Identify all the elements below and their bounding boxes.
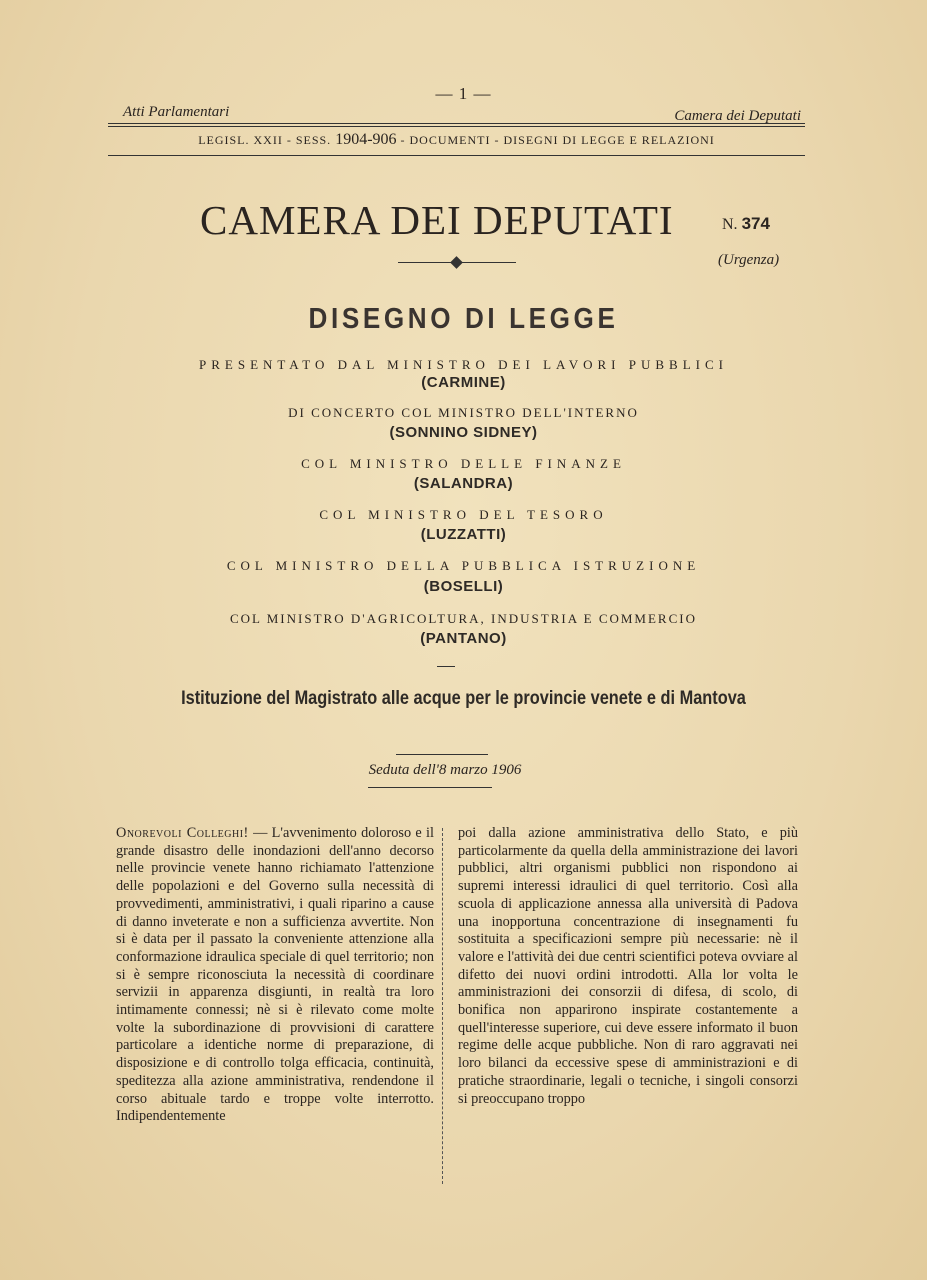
body-column-left [116, 825, 434, 1126]
presenter-name: (SONNINO SIDNEY) [389, 424, 538, 441]
bill-heading: DISEGNO DI LEGGE [308, 303, 619, 335]
left-column-text: — L'avvenimento doloroso e il grande disastro delle inondazioni dell'anno decorso nelle provincie venete hanno richiamato l'attenzione delle popolazioni e del Governo sulla necessità di provvedimenti, amministrativi, i quali riparino a cause di danno inveterate e non a sufficienza avvertite. Non si è data per il passato la conveniente attenzione alla conformazione idraulica speciale di quel territorio; non si è sempre riconosciuta la necessità di coordinare servizii in apparenza disgiunti, in realtà tra loro intimamente connessi; nè si è rilevato come molte volte la subordinazione di provvisioni di carattere particolare a identiche norme di preparazione, di disposizione e di controllo tolga efficacia, continuità, speditezza alla azione amministrativa, rendendone il corso abituale tardo e troppe volte interrotto. Indipendentemente [116, 825, 434, 1125]
presenter-name: (LUZZATTI) [420, 526, 507, 543]
subheader-pre: LEGISL. XXII - SESS. [198, 133, 332, 147]
presenter-role: PRESENTATO DAL MINISTRO DEI LAVORI PUBBLICI [199, 357, 728, 372]
right-column-text: poi dalla azione amministrativa dello Stato, e più particolarmente da quella della amministrazione dei lavori pubblici, altri organismi pubblici non rispondono ai supremi interessi idraulici di quel territorio. Così alla scuola di applicazione annessa alla università di Padova una inopportuna concentrazione di insegnamenti fu sostituita a specificazioni sempre più necessarie: nè il valore e l'attività dei due centri scientifici poteva ovviare al difetto dei nuovi ordini introdotti. Alla lor volta le amministrazioni dei consorzii di difesa, di scolo, di bonifica non apparirono inspirate costantemente a quell'interesse superiore, cui deve essere informato il buon regime delle acque pubbliche. Non di raro aggravati nei loro bilanci da eccessive spese di amministrazioni e di pratiche straordinarie, legali o tecniche, i singoli consorzi si preoccupano troppo [458, 825, 798, 1107]
number-value: 374 [741, 214, 770, 233]
presenter-name: (CARMINE) [421, 374, 506, 391]
bill-title: Istituzione del Magistrato alle acque per le provincie venete e di Mantova [181, 688, 746, 709]
presenter-name: (PANTANO) [420, 630, 507, 647]
salutation: Onorevoli Colleghi! [116, 825, 249, 841]
header-right: Camera dei Deputati [674, 108, 801, 124]
presenter-role: COL MINISTRO DELLA PUBBLICA ISTRUZIONE [226, 558, 701, 573]
presenter-name: (BOSELLI) [423, 578, 504, 595]
document-number [722, 214, 770, 234]
page-number: — 1 — [435, 84, 492, 103]
session-rule-bottom [368, 787, 492, 788]
presenter-role: COL MINISTRO DELLE FINANZE [301, 456, 626, 471]
subheader-years: 1904-906 [335, 131, 397, 148]
presenter-name: (SALANDRA) [413, 475, 514, 492]
presenter-role: COL MINISTRO D'AGRICOLTURA, INDUSTRIA E COMMERCIO [229, 611, 697, 626]
column-separator [442, 828, 443, 1184]
urgency-label: (Urgenza) [718, 252, 780, 268]
subheader [108, 131, 805, 149]
body-column-right [458, 825, 798, 1108]
presenter-role: DI CONCERTO COL MINISTRO DELL'INTERNO [288, 405, 639, 420]
session-rule-top [396, 754, 488, 755]
header-left: Atti Parlamentari [123, 104, 230, 120]
subheader-rule [108, 155, 805, 156]
chamber-title: CAMERA DEI DEPUTATI [200, 197, 674, 243]
presenter-role: COL MINISTRO DEL TESORO [319, 507, 608, 522]
header-rule-thin [108, 126, 805, 127]
separator-dash [437, 666, 455, 667]
subheader-post: - DOCUMENTI - DISEGNI DI LEGGE E RELAZIONI [400, 133, 715, 147]
session-date: Seduta dell'8 marzo 1906 [368, 762, 522, 778]
header-rule [108, 123, 805, 124]
ornament-diamond-icon [450, 256, 463, 269]
number-label: N. [722, 216, 738, 233]
body-paragraph-left [116, 825, 434, 1126]
